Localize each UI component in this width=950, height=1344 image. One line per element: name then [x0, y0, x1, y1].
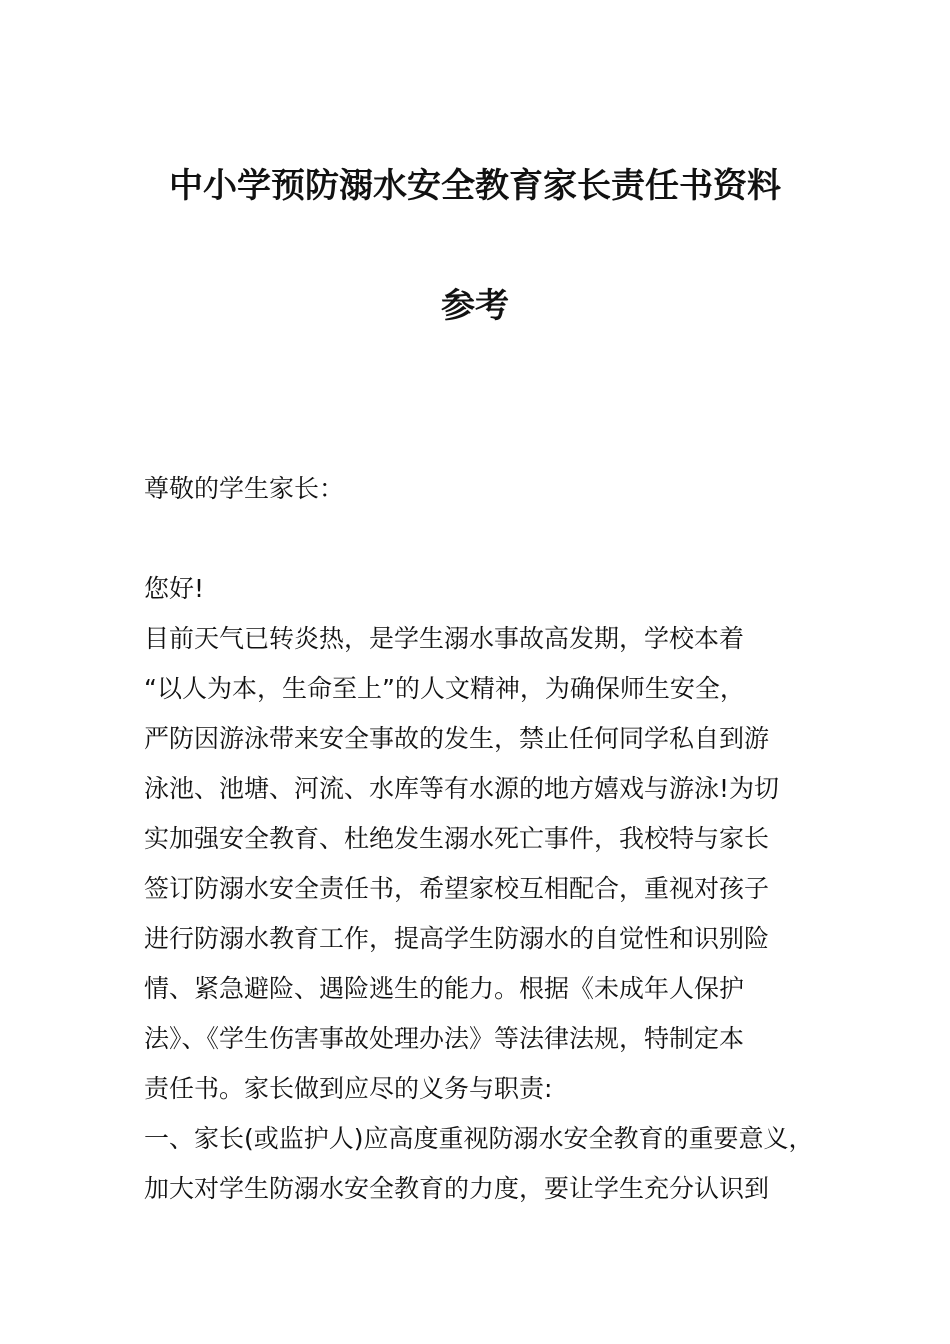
body-line: 实加强安全教育、杜绝发生溺水死亡事件，我校特与家长	[144, 824, 770, 853]
body-line: 签订防溺水安全责任书，希望家校互相配合，重视对孩子	[144, 874, 770, 903]
body-paragraph	[144, 564, 844, 1214]
body-line: 您好!	[144, 574, 205, 603]
salutation: 尊敬的学生家长：	[144, 474, 345, 503]
body-line: 情、紧急避险、遇险逃生的能力。根据《未成年人保护	[144, 974, 745, 1003]
document-title-continued: 参考	[441, 286, 509, 326]
body-line: 责任书。家长做到应尽的义务与职责:	[144, 1074, 553, 1103]
document-title: 中小学预防溺水安全教育家长责任书资料	[169, 166, 781, 206]
body-line: “以人为本，生命至上”的人文精神，为确保师生安全，	[144, 674, 745, 703]
body-line: 严防因游泳带来安全事故的发生，禁止任何同学私自到游	[144, 724, 770, 753]
body-line: 加大对学生防溺水安全教育的力度，要让学生充分认识到	[144, 1174, 770, 1203]
body-line: 进行防溺水教育工作，提高学生防溺水的自觉性和识别险	[144, 924, 770, 953]
body-line: 泳池、池塘、河流、水库等有水源的地方嬉戏与游泳!为切	[144, 774, 780, 803]
body-line: 法》、《学生伤害事故处理办法》等法律法规，特制定本	[144, 1024, 745, 1053]
body-line: 目前天气已转炎热，是学生溺水事故高发期，学校本着	[144, 624, 745, 653]
body-line: 一、家长(或监护人)应高度重视防溺水安全教育的重要意义，	[144, 1124, 814, 1153]
